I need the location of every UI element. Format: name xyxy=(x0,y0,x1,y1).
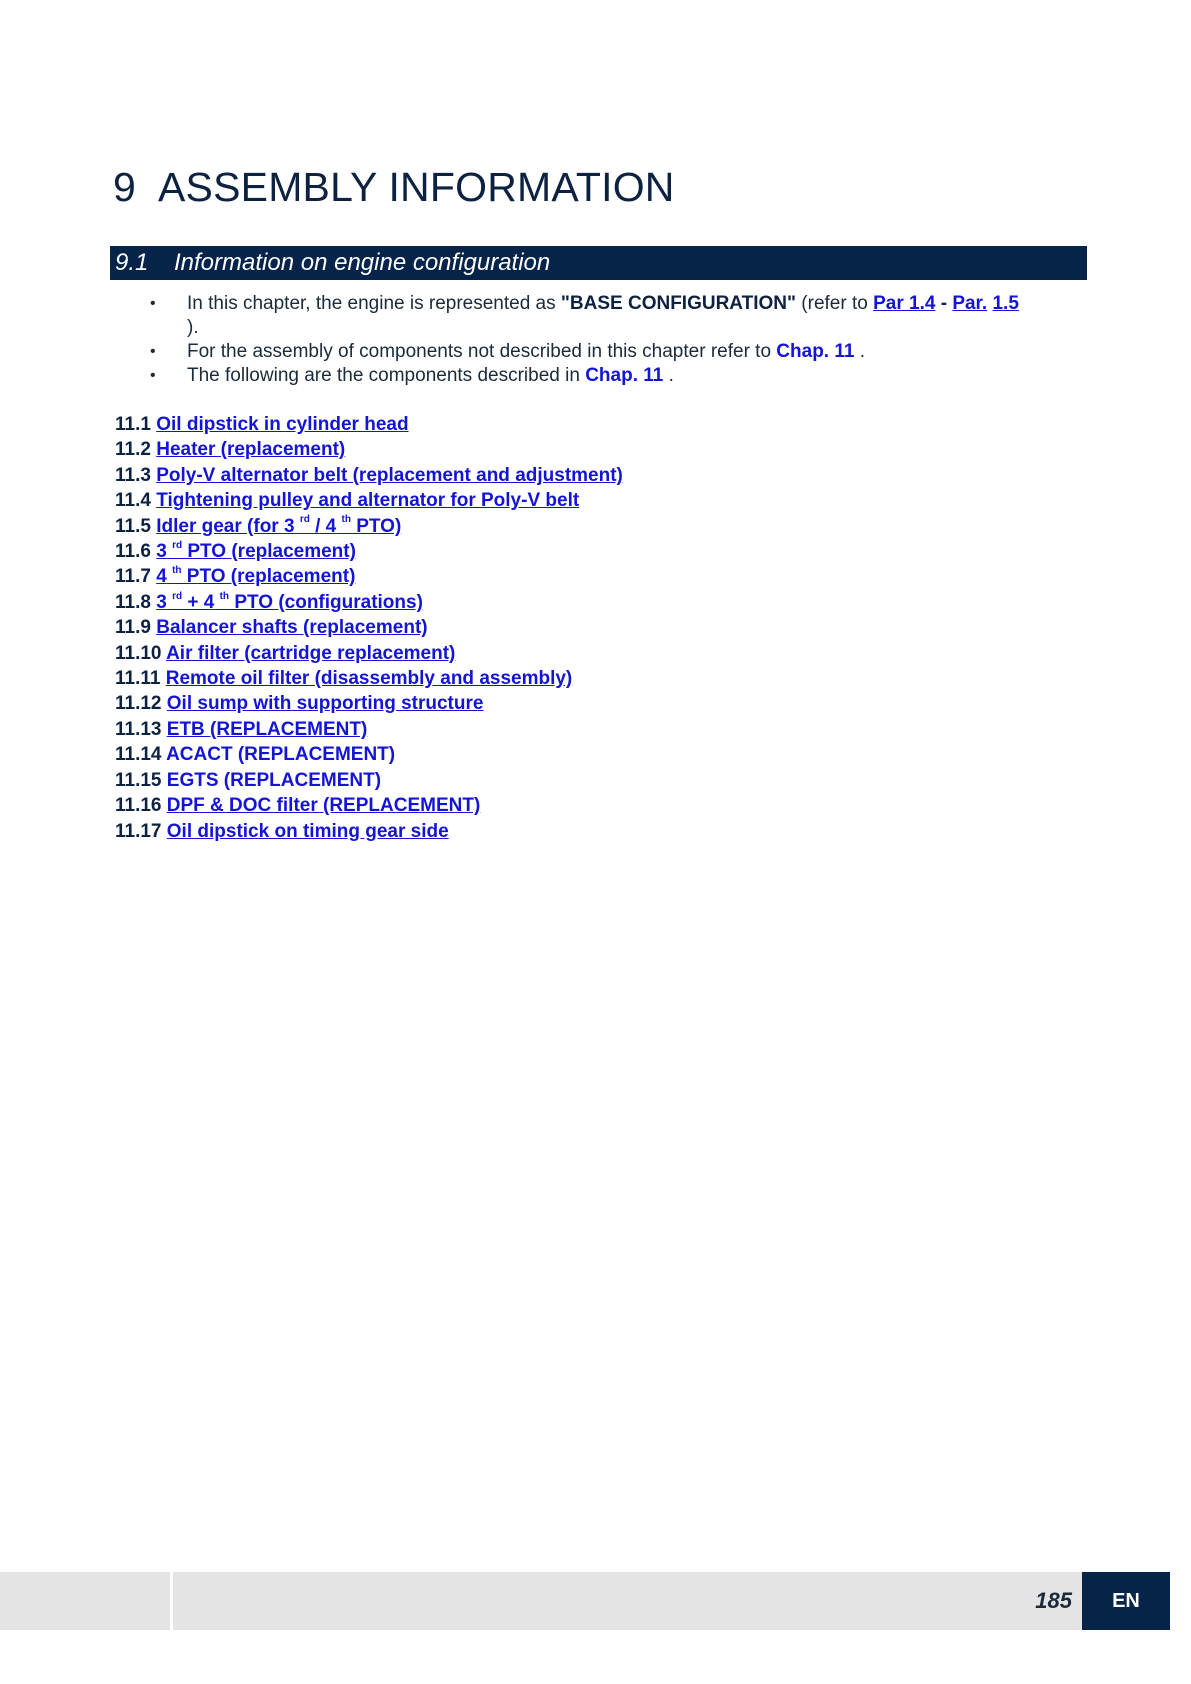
toc-item xyxy=(115,412,1015,437)
bullet-text: (refer to xyxy=(796,293,874,314)
chap-11-link[interactable]: Chap. 11 xyxy=(776,341,855,362)
ordinal-suffix: rd xyxy=(172,590,183,602)
toc-link[interactable] xyxy=(156,516,401,537)
ordinal-suffix: th xyxy=(341,514,351,526)
toc-link-text: Idler gear (for 3 xyxy=(156,515,295,537)
toc-item xyxy=(115,641,1015,666)
toc-link-text: 3 xyxy=(156,591,167,613)
section-title: Information on engine configuration xyxy=(174,249,551,276)
bullet-described-components xyxy=(150,364,1080,388)
toc-item xyxy=(115,488,1015,513)
toc-number: 11.13 xyxy=(115,718,162,740)
toc-number: 11.9 xyxy=(115,617,151,639)
toc-number: 11.12 xyxy=(115,693,162,715)
toc-link[interactable]: Oil sump with supporting structure xyxy=(166,693,484,715)
ordinal-suffix: rd xyxy=(299,514,310,526)
toc-number: 11.8 xyxy=(115,591,151,613)
toc-number: 11.16 xyxy=(115,795,162,817)
par-1-5-link[interactable]: 1.5 xyxy=(992,293,1019,314)
toc-link-text: PTO (configurations) xyxy=(229,591,423,613)
toc-number: 11.14 xyxy=(115,744,162,766)
base-configuration-label: "BASE CONFIGURATION" xyxy=(560,293,797,314)
intro-bullet-list xyxy=(150,292,1080,388)
toc-link[interactable] xyxy=(156,566,355,587)
footer-divider xyxy=(170,1572,173,1630)
toc-link[interactable]: Air filter (cartridge replacement) xyxy=(166,642,456,664)
toc-item xyxy=(115,768,1015,793)
section-heading-bar xyxy=(110,246,1087,280)
toc-link[interactable] xyxy=(156,541,356,562)
toc-link[interactable]: Heater (replacement) xyxy=(156,439,346,461)
bullet-text-end: ). xyxy=(187,317,199,338)
toc-number: 11.17 xyxy=(115,820,162,842)
chapter-title-text: ASSEMBLY INFORMATION xyxy=(158,164,675,210)
toc-link[interactable]: Remote oil filter (disassembly and assembly) xyxy=(165,668,573,690)
toc-item xyxy=(115,463,1015,488)
section-number: 9.1 xyxy=(115,249,149,276)
toc-item xyxy=(115,437,1015,462)
toc-link-text: 3 xyxy=(156,541,167,563)
bullet-text: The following are the components described in xyxy=(187,365,586,386)
toc-link[interactable]: Oil dipstick in cylinder head xyxy=(156,414,409,435)
page-number: 185 xyxy=(1035,1588,1072,1613)
toc-item xyxy=(115,691,1015,716)
toc-number: 11.1 xyxy=(115,414,151,435)
toc-link-text: PTO) xyxy=(350,515,402,537)
ordinal-suffix: th xyxy=(172,565,182,577)
chapter-title xyxy=(113,164,675,211)
toc-item xyxy=(115,793,1015,818)
par-1-4-link[interactable]: Par 1.4 xyxy=(873,293,936,314)
language-badge: EN xyxy=(1082,1572,1170,1630)
bullet-text: For the assembly of components not described in this chapter refer to xyxy=(187,341,777,362)
ordinal-suffix: rd xyxy=(172,539,183,551)
components-toc-list xyxy=(115,412,1015,844)
toc-link[interactable] xyxy=(156,592,423,613)
toc-item xyxy=(115,615,1015,640)
toc-number: 11.11 xyxy=(115,668,161,690)
bullet-text-end: . xyxy=(854,341,866,362)
toc-item xyxy=(115,742,1015,767)
toc-number: 11.6 xyxy=(115,541,151,563)
toc-item xyxy=(115,564,1015,589)
toc-number: 11.4 xyxy=(115,490,151,512)
toc-link[interactable]: DPF & DOC filter (REPLACEMENT) xyxy=(166,795,481,817)
toc-link[interactable]: ETB (REPLACEMENT) xyxy=(166,718,368,740)
toc-number: 11.2 xyxy=(115,439,151,461)
toc-link-text: PTO (replacement) xyxy=(181,566,356,588)
toc-item xyxy=(115,590,1015,615)
toc-item xyxy=(115,717,1015,742)
bullet-text: In this chapter, the engine is represented as xyxy=(187,293,561,314)
toc-number: 11.7 xyxy=(115,566,151,588)
toc-link-text: + 4 xyxy=(182,591,215,613)
bullet-other-components xyxy=(150,340,1080,364)
bullet-text-end: . xyxy=(663,365,674,386)
toc-entry[interactable]: EGTS (REPLACEMENT) xyxy=(166,769,382,791)
toc-item xyxy=(115,666,1015,691)
toc-link-text: PTO (replacement) xyxy=(182,541,356,563)
toc-link[interactable]: Balancer shafts (replacement) xyxy=(156,617,428,639)
toc-number: 11.5 xyxy=(115,515,151,537)
ref-separator: - xyxy=(935,293,953,314)
toc-number: 11.10 xyxy=(115,642,162,664)
toc-number: 11.15 xyxy=(115,769,162,791)
toc-number: 11.3 xyxy=(115,464,151,486)
toc-link[interactable]: Oil dipstick on timing gear side xyxy=(166,820,449,842)
par-link[interactable]: Par. xyxy=(952,293,988,314)
toc-link-text: 4 xyxy=(156,566,167,588)
toc-item xyxy=(115,539,1015,564)
chapter-number: 9 xyxy=(113,164,137,210)
toc-link[interactable]: Poly-V alternator belt (replacement and adjustment) xyxy=(156,464,623,486)
bullet-base-configuration xyxy=(150,292,1080,340)
toc-item xyxy=(115,514,1015,539)
toc-entry[interactable]: ACACT (REPLACEMENT) xyxy=(166,744,396,766)
ordinal-suffix: th xyxy=(219,590,230,602)
toc-link-text: / 4 xyxy=(309,515,337,537)
toc-link[interactable]: Tightening pulley and alternator for Poly-V belt xyxy=(156,490,580,512)
toc-item xyxy=(115,819,1015,844)
chap-11-link[interactable]: Chap. 11 xyxy=(585,365,664,386)
footer-bar xyxy=(0,1572,1170,1630)
